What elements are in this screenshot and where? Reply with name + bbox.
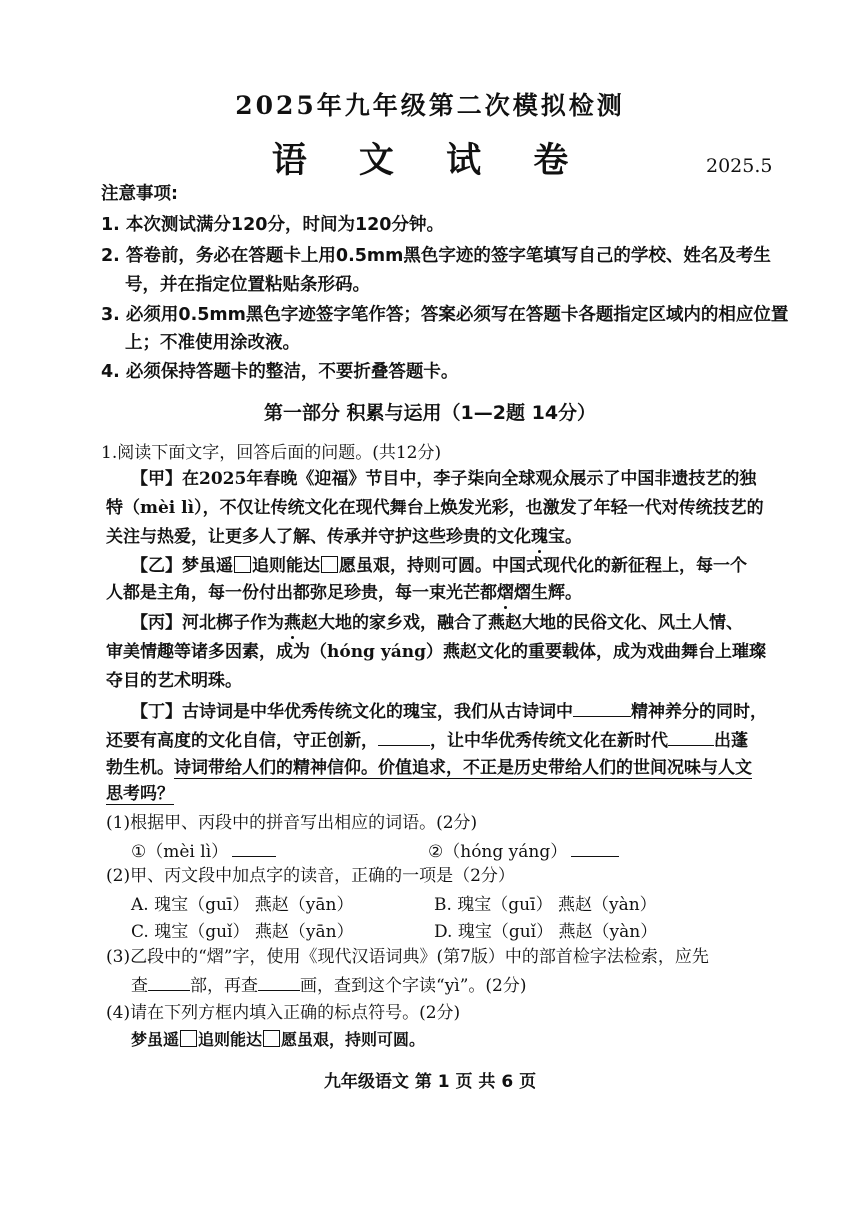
passage-ding-line4: 思考吗？	[106, 784, 174, 804]
passage-bing-line2: 审美情趣等诸多因素，成为（hóng yáng）燕赵文化的重要载体，成为戏曲舞台上璀璨	[106, 642, 767, 662]
page-footer: 九年级语文 第 1 页 共 6 页	[323, 1072, 537, 1092]
notice-item-3: 3. 必须用0.5mm黑色字迹签字笔作答；答案必须写在答题卡各题指定区域内的相应位置	[101, 305, 789, 325]
option-d[interactable]: D. 瑰宝（guǐ） 燕赵（yàn）	[434, 922, 658, 942]
punctuation-box	[321, 556, 338, 573]
section-title: 第一部分 积累与运用（1—2题 14分）	[263, 402, 597, 424]
punctuation-box-2[interactable]	[263, 1030, 280, 1047]
notice-item-1: 1. 本次测试满分120分，时间为120分钟。	[101, 215, 444, 235]
answer-blank-radical[interactable]	[148, 972, 190, 991]
answer-blank[interactable]	[232, 838, 276, 857]
underlined-sentence: 诗词带给人们的精神信仰。价值追求，不正是历史带给人们的世间况味与人文	[174, 758, 752, 778]
subq4-sentence: 梦虽遥 追则能达 愿虽艰，持则可圆。	[131, 1030, 426, 1049]
passage-ding-line2: 还要有高度的文化自信，守正创新， ，让中华优秀传统文化在新时代 出蓬	[106, 727, 748, 754]
notice-item-3-cont: 上；不准使用涂改液。	[125, 333, 300, 353]
subq4-text: (4)请在下列方框内填入正确的标点符号。(2分)	[106, 1003, 461, 1023]
answer-blank[interactable]	[571, 838, 619, 857]
subq1-answer-b: ②（hóng yáng）	[428, 838, 619, 865]
answer-blank-strokes[interactable]	[258, 972, 300, 991]
notice-heading: 注意事项:	[101, 184, 178, 204]
passage-jia-line1: 【甲】在2025年春晚《迎福》节目中，李子柒向全球观众展示了中国非遗技艺的独	[131, 469, 757, 489]
option-b[interactable]: B. 瑰宝（guī） 燕赵（yàn）	[434, 895, 657, 915]
dotted-char-yan: 燕	[284, 613, 301, 633]
notice-item-4: 4. 必须保持答题卡的整洁，不要折叠答题卡。	[101, 362, 459, 382]
fill-blank-1[interactable]	[573, 698, 631, 717]
notice-item-2-cont: 号，并在指定位置粘贴条形码。	[125, 275, 370, 295]
passage-jia-line2: 特（mèi lì），不仅让传统文化在现代舞台上焕发光彩，也激发了年轻一代对传统技艺的	[106, 498, 764, 518]
subq2-text: (2)甲、丙文段中加点字的读音，正确的一项是（2分）	[106, 866, 515, 886]
passage-bing-line3: 夺目的艺术明珠。	[106, 671, 242, 691]
punctuation-box-1[interactable]	[180, 1030, 197, 1047]
subq3-line2: 查 部，再查 画，查到这个字读“yì”。(2分)	[131, 972, 527, 999]
exam-subtitle: 语 文 试 卷	[271, 140, 589, 181]
passage-bing-line1: 【丙】河北梆子作为燕赵大地的家乡戏，融合了燕赵大地的民俗文化、风土人情、	[131, 613, 743, 633]
option-a[interactable]: A. 瑰宝（guī） 燕赵（yān）	[131, 895, 354, 915]
passage-yi-line1: 【乙】梦虽遥 追则能达 愿虽艰，持则可圆。中国式现代化的新征程上，每一个	[131, 556, 747, 576]
passage-ding-line1: 【丁】古诗词是中华优秀传统文化的瑰宝，我们从古诗词中 精神养分的同时，	[131, 698, 767, 725]
q1-stem: 1.阅读下面文字，回答后面的问题。(共12分)	[101, 443, 442, 463]
dotted-char-yi: 熠	[497, 583, 514, 603]
notice-item-2: 2. 答卷前，务必在答题卡上用0.5mm黑色字迹的签字笔填写自己的学校、姓名及考生	[101, 246, 771, 266]
passage-yi-line2: 人都是主角，每一份付出都弥足珍贵，每一束光芒都熠熠生辉。	[106, 583, 582, 603]
punctuation-box	[234, 556, 251, 573]
passage-jia-line3: 关注与热爱，让更多人了解、传承并守护这些珍贵的文化瑰宝。	[106, 527, 582, 547]
exam-title: 2025年九年级第二次模拟检测	[235, 91, 625, 120]
fill-blank-3[interactable]	[668, 727, 714, 746]
dotted-char-gui: 瑰	[531, 527, 548, 547]
fill-blank-2[interactable]	[378, 727, 430, 746]
subq3-line1: (3)乙段中的“熠”字，使用《现代汉语词典》(第7版）中的部首检字法检索，应先	[106, 947, 709, 967]
exam-date: 2025.5	[706, 155, 773, 177]
option-c[interactable]: C. 瑰宝（guǐ） 燕赵（yān）	[131, 922, 354, 942]
passage-ding-line3: 勃生机。诗词带给人们的精神信仰。价值追求，不正是历史带给人们的世间况味与人文	[106, 758, 752, 778]
subq1-answer-a: ①（mèi lì）	[131, 838, 276, 865]
subq1-text: (1)根据甲、丙段中的拼音写出相应的词语。(2分)	[106, 813, 478, 833]
